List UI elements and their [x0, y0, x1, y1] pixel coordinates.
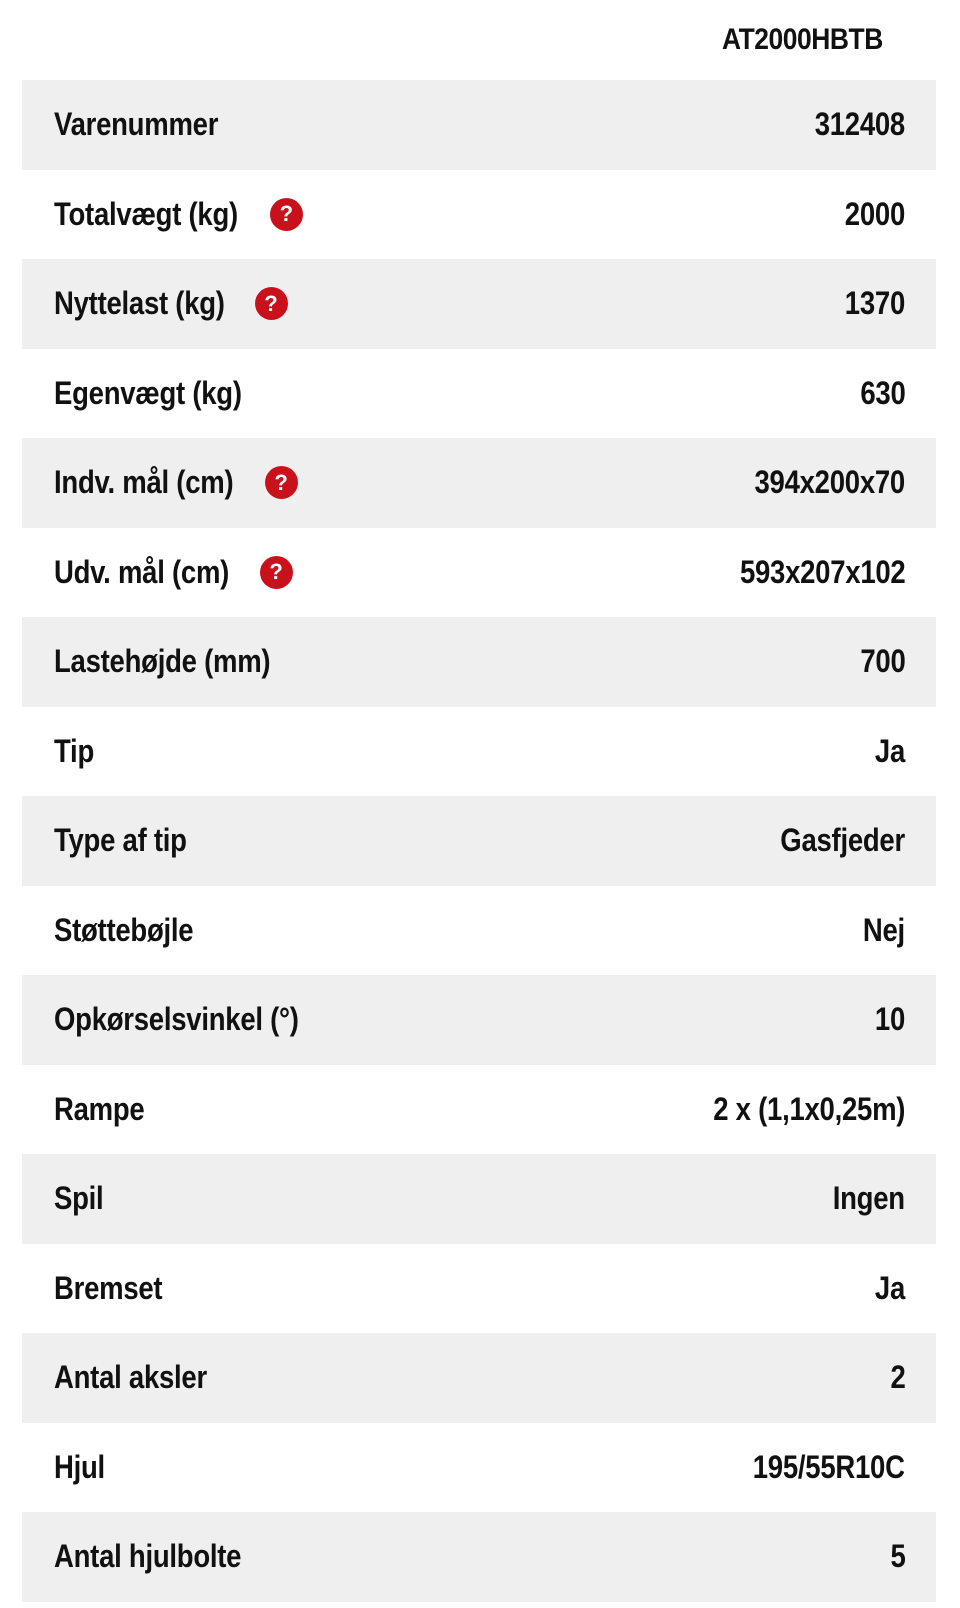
spec-label: Indv. mål (cm)	[54, 464, 234, 501]
spec-label: Bremset	[54, 1269, 163, 1306]
spec-label: Spil	[54, 1180, 104, 1217]
spec-label-wrap	[54, 1180, 111, 1217]
spec-row	[22, 349, 936, 439]
spec-row	[22, 886, 936, 976]
spec-label-wrap	[54, 375, 272, 412]
spec-table	[22, 80, 936, 1602]
spec-value: Ja	[874, 732, 905, 769]
spec-label-wrap	[54, 733, 101, 770]
spec-row	[22, 1065, 936, 1155]
spec-row	[22, 617, 936, 707]
spec-row	[22, 1423, 936, 1513]
spec-label: Rampe	[54, 1090, 145, 1127]
spec-value: 2 x (1,1x0,25m)	[713, 1090, 905, 1127]
spec-value: 195/55R10C	[753, 1448, 905, 1485]
spec-value: 2000	[844, 195, 905, 232]
spec-value: 593x207x102	[739, 553, 905, 590]
spec-row	[22, 1333, 936, 1423]
spec-label: Totalvægt (kg)	[54, 195, 238, 232]
spec-label: Tip	[54, 732, 95, 769]
spec-label-wrap	[54, 554, 293, 591]
spec-value: Nej	[862, 911, 905, 948]
spec-row	[22, 1512, 936, 1602]
spec-label: Egenvægt (kg)	[54, 374, 242, 411]
spec-label: Antal hjulbolte	[54, 1538, 242, 1575]
help-icon[interactable]: ?	[270, 198, 303, 231]
spec-label: Antal aksler	[54, 1359, 207, 1396]
spec-value: 312408	[814, 106, 905, 143]
spec-row	[22, 80, 936, 170]
spec-label-wrap	[54, 912, 216, 949]
spec-label-wrap	[54, 106, 245, 143]
spec-label-wrap	[54, 1538, 272, 1575]
spec-label-wrap	[54, 1091, 159, 1128]
spec-value: Ingen	[832, 1180, 905, 1217]
spec-row	[22, 438, 936, 528]
spec-label: Varenummer	[54, 106, 219, 143]
spec-value: 1370	[844, 285, 905, 322]
spec-label-wrap	[54, 643, 306, 680]
spec-row	[22, 1244, 936, 1334]
spec-label: Støttebøjle	[54, 911, 194, 948]
spec-value: 630	[859, 374, 905, 411]
spec-value: 2	[889, 1359, 905, 1396]
spec-label: Type af tip	[54, 822, 187, 859]
spec-label-wrap	[54, 1359, 232, 1396]
spec-value: 10	[874, 1001, 905, 1038]
spec-label: Nyttelast (kg)	[54, 285, 225, 322]
spec-row	[22, 975, 936, 1065]
spec-label-wrap	[54, 1449, 113, 1486]
spec-label-wrap	[54, 464, 298, 501]
spec-row	[22, 528, 936, 618]
spec-row	[22, 707, 936, 797]
spec-row	[22, 170, 936, 260]
spec-label: Udv. mål (cm)	[54, 553, 230, 590]
spec-label-wrap	[54, 196, 303, 233]
spec-label-wrap	[54, 1001, 339, 1038]
spec-label-wrap	[54, 1270, 180, 1307]
spec-value: 394x200x70	[754, 464, 905, 501]
spec-value: Gasfjeder	[780, 822, 905, 859]
spec-row	[22, 796, 936, 886]
help-icon[interactable]: ?	[265, 466, 298, 499]
spec-value: 700	[859, 643, 905, 680]
spec-label: Lastehøjde (mm)	[54, 643, 271, 680]
spec-label-wrap	[54, 285, 288, 322]
spec-label: Opkørselsvinkel (°)	[54, 1001, 299, 1038]
model-name: AT2000HBTB	[722, 23, 883, 56]
spec-value: 5	[889, 1538, 905, 1575]
help-icon[interactable]: ?	[260, 556, 293, 589]
spec-row	[22, 1154, 936, 1244]
model-header	[0, 0, 960, 80]
help-icon[interactable]: ?	[255, 287, 288, 320]
spec-label: Hjul	[54, 1448, 105, 1485]
spec-value: Ja	[874, 1269, 905, 1306]
spec-label-wrap	[54, 822, 208, 859]
spec-row	[22, 259, 936, 349]
